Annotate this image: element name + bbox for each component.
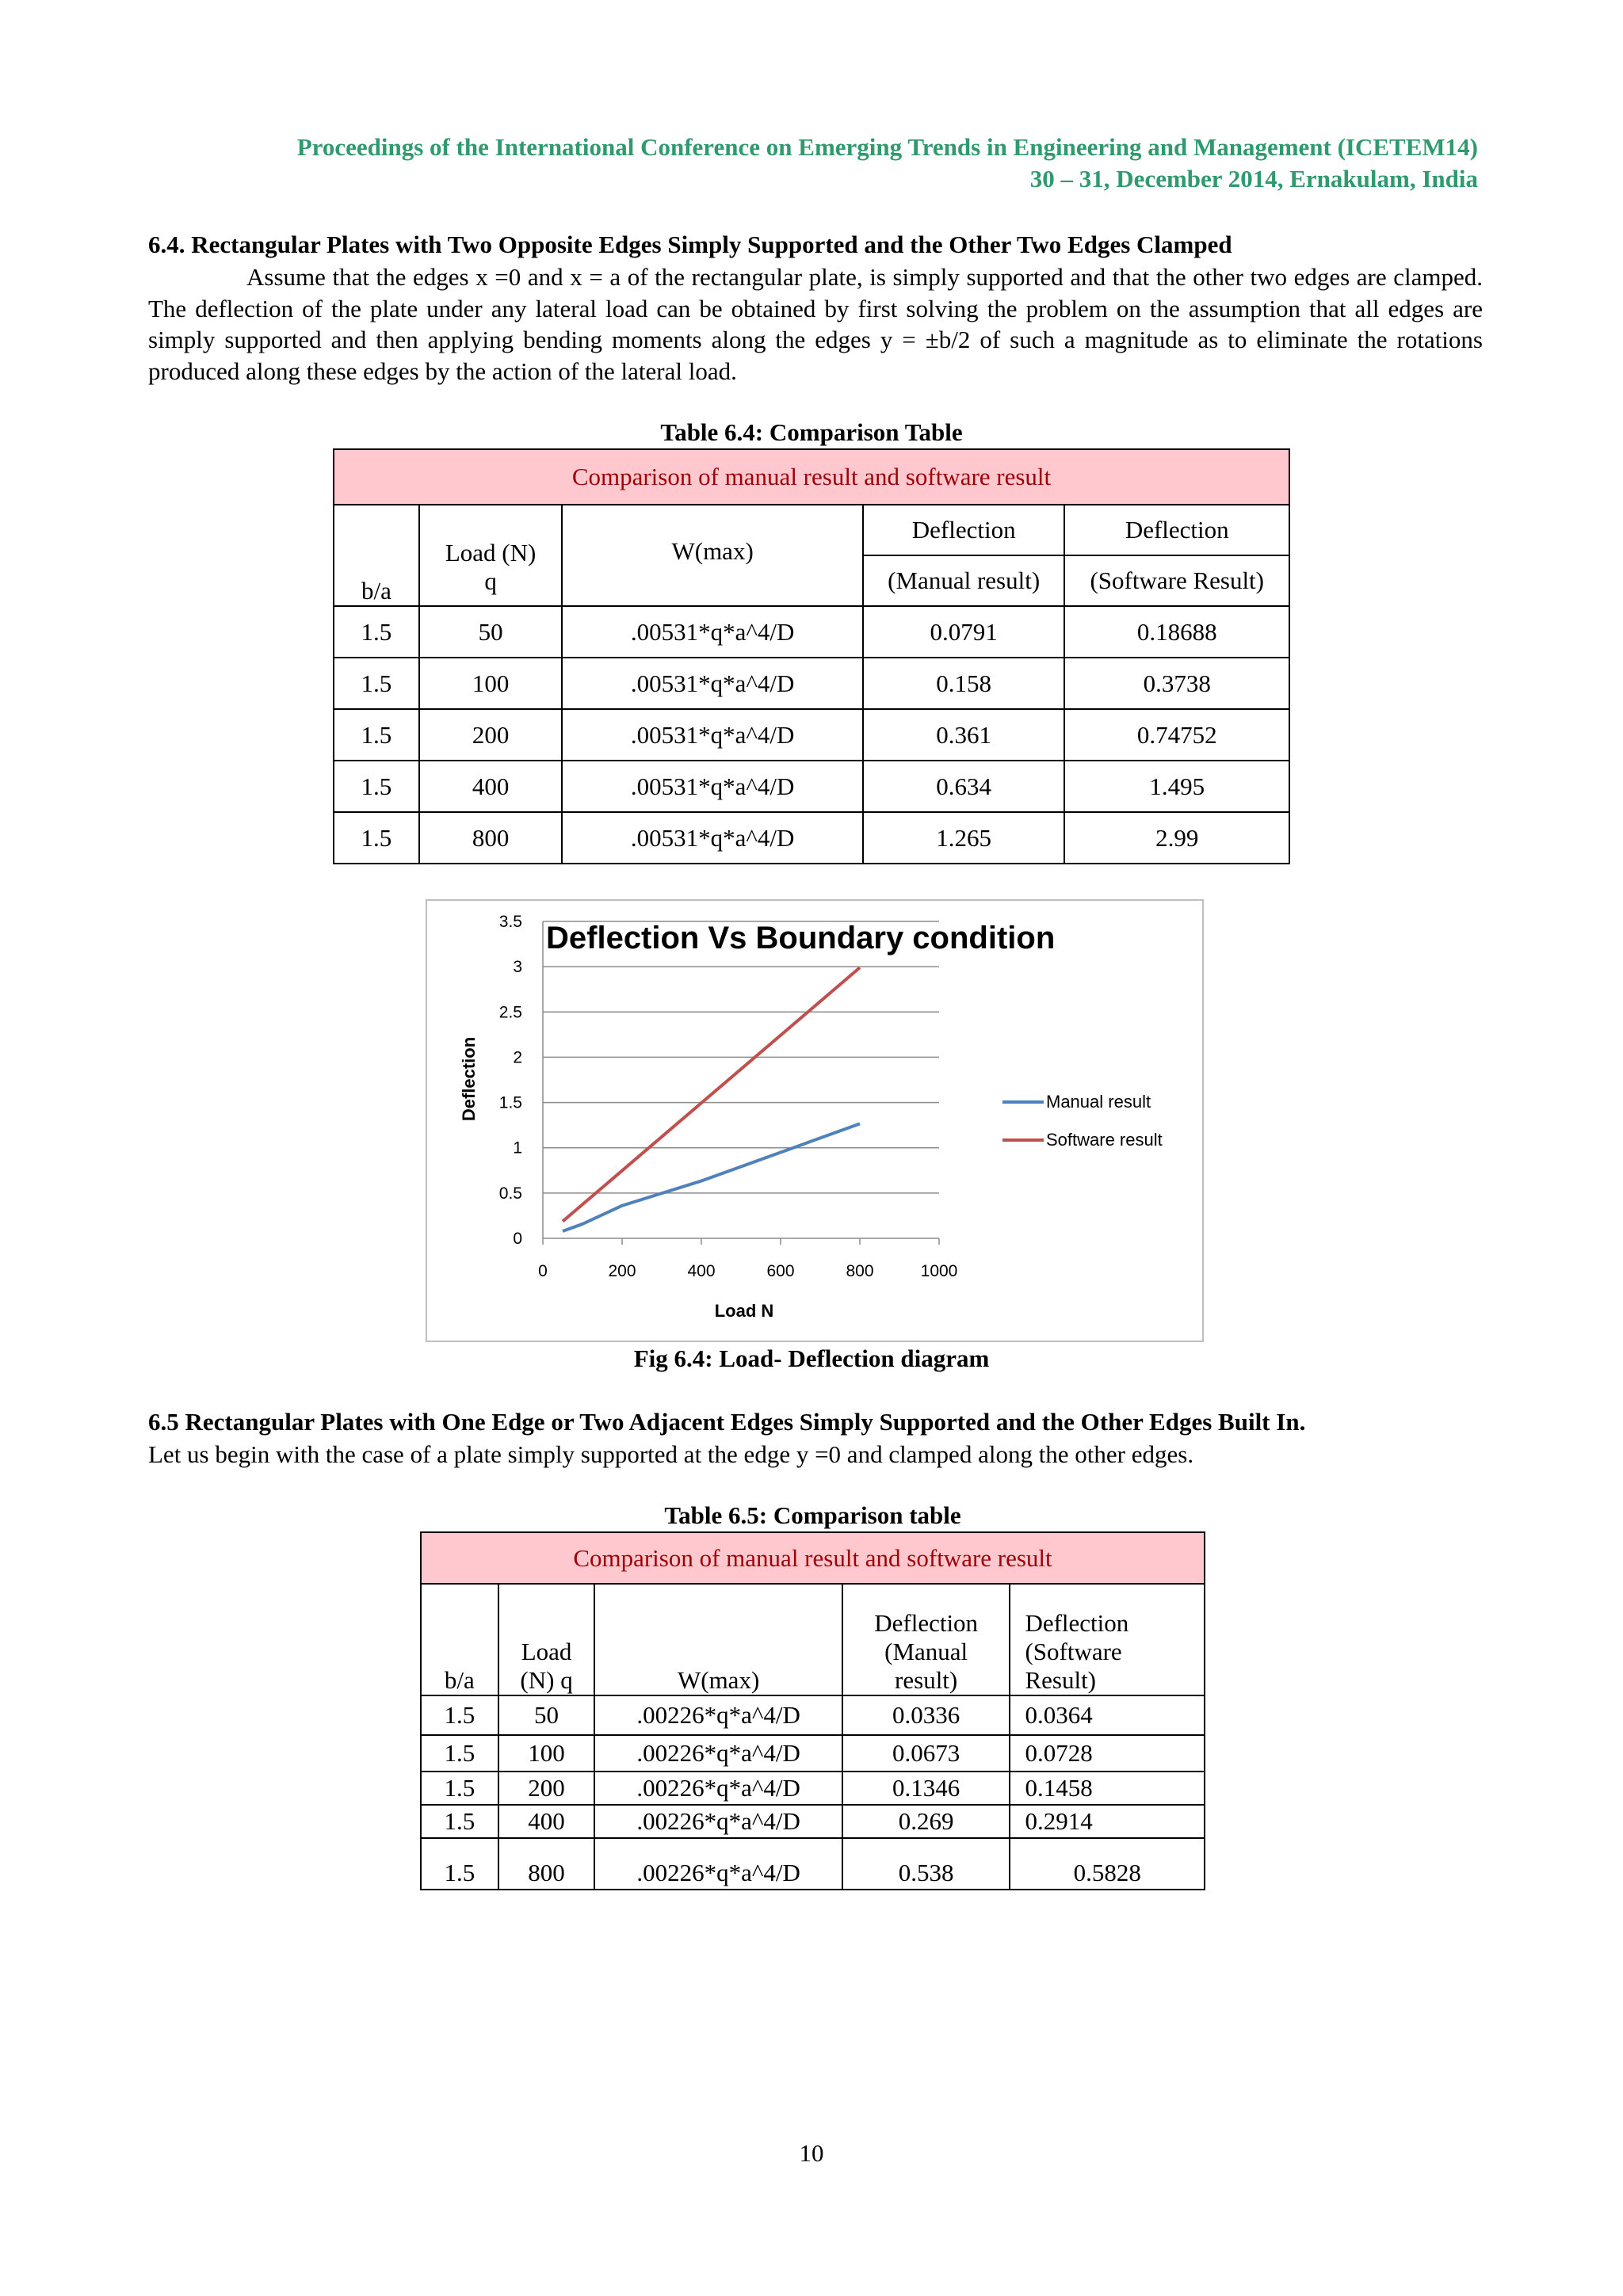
table-6-5-header-manual: Deflection (Manual result) [842,1584,1010,1695]
chart-series-line-software [563,967,860,1221]
page-number: 10 [799,2139,824,2167]
chart-x-tick-label: 1000 [920,1262,958,1280]
chart-x-tick-label: 200 [608,1262,636,1280]
table-6-5-banner: Comparison of manual result and software result [421,1532,1205,1584]
chart-y-tick-label: 2 [513,1048,522,1067]
chart-legend-label: Manual result [1046,1092,1151,1112]
chart-x-tick-label: 400 [687,1262,716,1280]
cell-software: 0.0364 [1010,1695,1205,1735]
chart-y-tick-label: 0.5 [498,1184,522,1203]
cell-wmax: .00531*q*a^4/D [562,606,862,658]
cell-manual: 0.1346 [842,1772,1010,1805]
cell-wmax: .00531*q*a^4/D [562,658,862,709]
cell-software: 2.99 [1064,812,1289,864]
cell-manual: 0.0791 [863,606,1065,658]
chart-x-tick-label: 0 [538,1262,548,1280]
cell-load: 800 [498,1838,595,1890]
table-6-4-header-manual-bottom: (Manual result) [863,555,1065,606]
chart-y-axis-label: Deflection [459,1036,479,1122]
cell-ba: 1.5 [334,606,419,658]
cell-load: 100 [419,658,563,709]
load-deflection-chart [426,899,1204,1342]
cell-wmax: .00226*q*a^4/D [594,1805,842,1838]
cell-wmax: .00226*q*a^4/D [594,1735,842,1772]
cell-software: 0.74752 [1064,709,1289,761]
chart-x-axis-label: Load N [714,1301,774,1321]
cell-ba: 1.5 [421,1695,498,1735]
cell-manual: 0.538 [842,1838,1010,1890]
chart-y-tick-label: 3 [513,958,522,977]
chart-title: Deflection Vs Boundary condition [546,921,1056,955]
table-6-5-header-wmax: W(max) [594,1584,842,1695]
cell-software: 0.0728 [1010,1735,1205,1772]
section-6-4-paragraph [148,261,1483,387]
figure-6-4-caption: Fig 6.4: Load- Deflection diagram [633,1344,990,1372]
cell-load: 400 [498,1805,595,1838]
cell-software: 0.3738 [1064,658,1289,709]
table-row [421,1838,1205,1890]
table-6-5-header-software: Deflection (Software Result) [1010,1584,1205,1695]
cell-wmax: .00531*q*a^4/D [562,709,862,761]
cell-wmax: .00531*q*a^4/D [562,812,862,864]
cell-load: 50 [419,606,563,658]
table-6-4-header-manual-top: Deflection [863,505,1065,555]
cell-software: 1.495 [1064,761,1289,812]
table-row [421,1735,1205,1772]
table-row [421,1805,1205,1838]
chart-series-line-manual [563,1123,860,1231]
table-6-4-caption: Table 6.4: Comparison Table [660,418,963,446]
cell-ba: 1.5 [334,761,419,812]
table-6-4-banner: Comparison of manual result and software result [334,449,1289,505]
cell-load: 200 [498,1772,595,1805]
cell-load: 400 [419,761,563,812]
cell-ba: 1.5 [334,658,419,709]
cell-software: 0.2914 [1010,1805,1205,1838]
conference-header-line2: 30 – 31, December 2014, Ernakulam, India [1029,165,1478,193]
cell-load: 200 [419,709,563,761]
chart-svg [427,901,1202,1341]
cell-software: 0.1458 [1010,1772,1205,1805]
section-6-5-title: 6.5 Rectangular Plates with One Edge or Two Adjacent Edges Simply Supported and the Other Edges Built In. [148,1408,1306,1436]
cell-wmax: .00226*q*a^4/D [594,1838,842,1890]
cell-ba: 1.5 [334,812,419,864]
table-row [421,1772,1205,1805]
table-row [334,761,1289,812]
table-6-5 [420,1531,1205,1890]
cell-manual: 0.361 [863,709,1065,761]
cell-load: 800 [419,812,563,864]
chart-legend-label: Software result [1046,1130,1163,1150]
cell-manual: 0.0336 [842,1695,1010,1735]
conference-header-line1: Proceedings of the International Conference on Emerging Trends in Engineering and Management (ICETEM14) [296,133,1478,161]
section-6-5-paragraph: Let us begin with the case of a plate simply supported at the edge y =0 and clamped along the other edges. [148,1440,1194,1468]
cell-ba: 1.5 [421,1735,498,1772]
chart-y-tick-label: 1 [513,1138,522,1158]
cell-manual: 1.265 [863,812,1065,864]
cell-wmax: .00531*q*a^4/D [562,761,862,812]
section-6-4-paragraph-text: Assume that the edges x =0 and x = a of the rectangular plate, is simply supported and that the other two edges are clamped. The deflection of the plate under any lateral load can be obtained by first solving the problem on the assumption that all edges are simply supported and then applying bending moments along the edges y = ±b/2 of such a magnitude as to eliminate the rotations produced along these edges by the action of the lateral load. [148,263,1483,385]
table-row [334,658,1289,709]
table-row [334,812,1289,864]
chart-x-tick-label: 600 [766,1262,795,1280]
table-6-4-header-software-top: Deflection [1064,505,1289,555]
cell-manual: 0.0673 [842,1735,1010,1772]
table-6-5-header-ba: b/a [421,1584,498,1695]
table-row [334,709,1289,761]
cell-ba: 1.5 [334,709,419,761]
cell-manual: 0.158 [863,658,1065,709]
table-6-4-header-load: Load (N) q [419,505,563,606]
cell-manual: 0.634 [863,761,1065,812]
table-row [334,606,1289,658]
cell-software: 0.18688 [1064,606,1289,658]
table-6-4 [333,448,1290,864]
chart-y-tick-label: 1.5 [498,1093,522,1112]
cell-load: 100 [498,1735,595,1772]
table-6-5-header-load: Load (N) q [498,1584,595,1695]
cell-load: 50 [498,1695,595,1735]
table-6-4-header-wmax: W(max) [562,505,862,606]
table-6-4-header-ba: b/a [334,505,419,606]
section-6-4-title: 6.4. Rectangular Plates with Two Opposite Edges Simply Supported and the Other Two Edges Clamped [148,231,1232,258]
cell-manual: 0.269 [842,1805,1010,1838]
table-row [421,1695,1205,1735]
cell-ba: 1.5 [421,1805,498,1838]
chart-y-tick-label: 2.5 [498,1003,522,1022]
cell-wmax: .00226*q*a^4/D [594,1695,842,1735]
cell-ba: 1.5 [421,1838,498,1890]
chart-y-tick-label: 3.5 [498,913,522,931]
cell-wmax: .00226*q*a^4/D [594,1772,842,1805]
chart-x-tick-label: 800 [846,1262,874,1280]
table-6-5-caption: Table 6.5: Comparison table [664,1501,961,1529]
cell-ba: 1.5 [421,1772,498,1805]
chart-y-tick-label: 0 [513,1230,522,1248]
table-6-4-header-software-bottom: (Software Result) [1064,555,1289,606]
cell-software: 0.5828 [1010,1838,1205,1890]
